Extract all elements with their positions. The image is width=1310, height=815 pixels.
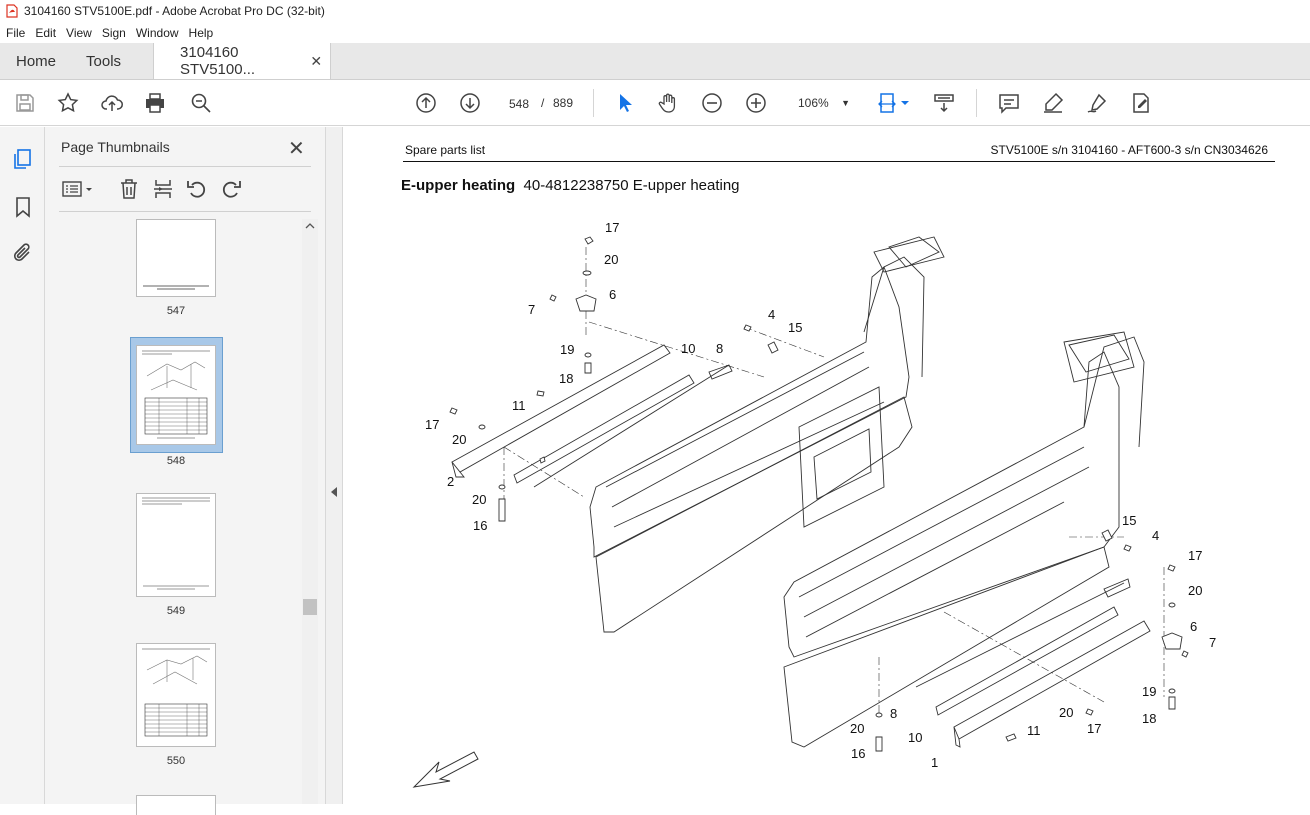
insert-pages-icon[interactable]	[151, 177, 175, 201]
options-menu-icon[interactable]	[61, 177, 95, 201]
fit-page-dropdown-icon[interactable]	[899, 91, 911, 115]
thumbnail-page-next[interactable]	[136, 795, 216, 815]
page-thumbnails-icon[interactable]	[11, 147, 35, 171]
bookmarks-icon[interactable]	[11, 195, 35, 219]
panel-splitter[interactable]	[325, 127, 343, 804]
upload-cloud-icon[interactable]	[100, 91, 124, 115]
delete-trash-icon[interactable]	[117, 177, 141, 201]
thumbnail-page-550[interactable]	[136, 643, 216, 747]
thumbnails-scrollbar[interactable]	[302, 219, 318, 804]
doc-header-right: STV5100E s/n 3104160 - AFT600-3 s/n CN3034626	[990, 143, 1268, 157]
menu-file[interactable]: File	[6, 25, 26, 40]
previous-page-icon[interactable]	[414, 91, 438, 115]
menu-window[interactable]: Window	[135, 25, 179, 40]
scroll-up-icon[interactable]	[302, 220, 318, 232]
save-icon[interactable]	[13, 91, 37, 115]
tab-tools[interactable]: Tools	[86, 52, 122, 70]
fill-sign-icon[interactable]	[1129, 91, 1153, 115]
zoom-out-icon[interactable]	[700, 91, 724, 115]
collapse-panel-icon[interactable]	[331, 487, 337, 497]
callout-7: 7	[528, 302, 536, 317]
zoom-value: 106%	[798, 96, 829, 110]
page-separator: /	[541, 96, 545, 110]
zoom-select[interactable]	[788, 90, 858, 116]
comment-icon[interactable]	[997, 91, 1021, 115]
title-bold: E-upper heating	[401, 177, 516, 194]
scrollbar-thumb[interactable]	[303, 599, 317, 615]
callout-11: 11	[1027, 723, 1041, 738]
thumbnail-label: 547	[166, 305, 186, 317]
hand-tool-icon[interactable]	[656, 91, 680, 115]
menu-view[interactable]: View	[66, 25, 92, 40]
callout-16: 16	[851, 746, 866, 761]
callout-11: 11	[512, 398, 526, 413]
callout-19: 19	[560, 342, 575, 357]
callout-labels	[425, 220, 1216, 770]
callout-20: 20	[472, 492, 487, 507]
pdf-file-icon	[6, 4, 18, 18]
zoom-search-icon[interactable]	[189, 91, 213, 115]
attachments-paperclip-icon[interactable]	[11, 241, 35, 265]
callout-15: 15	[1122, 513, 1137, 528]
menu-edit[interactable]: Edit	[35, 25, 57, 40]
thumbnails-panel	[45, 127, 325, 804]
callout-4: 4	[1152, 528, 1160, 543]
callout-19: 19	[1142, 684, 1157, 699]
menu-help[interactable]: Help	[188, 25, 214, 40]
document-view	[344, 127, 1310, 804]
zoom-in-icon[interactable]	[744, 91, 768, 115]
callout-10: 10	[908, 730, 923, 745]
title-bar	[0, 0, 1310, 22]
callout-1: 1	[931, 755, 939, 770]
doc-header-left: Spare parts list	[405, 143, 486, 157]
scroll-mode-icon[interactable]	[932, 91, 956, 115]
callout-10: 10	[681, 341, 696, 356]
tab-home[interactable]: Home	[16, 52, 57, 70]
thumbnail-label: 549	[166, 605, 186, 617]
document-tab-label: 3104160 STV5100...	[180, 44, 256, 78]
select-pointer-icon[interactable]	[613, 91, 637, 115]
title-rest: 40-4812238750 E-upper heating	[523, 177, 740, 194]
close-tab-icon[interactable]: ✕	[310, 52, 323, 69]
tab-bar	[0, 43, 1310, 80]
fit-page-icon[interactable]	[876, 91, 900, 115]
callout-7: 7	[1209, 635, 1217, 650]
callout-17: 17	[425, 417, 440, 432]
bookmark-star-icon[interactable]	[56, 91, 80, 115]
page-total: 889	[553, 96, 574, 110]
sign-pen-icon[interactable]	[1085, 91, 1109, 115]
callout-18: 18	[1142, 711, 1157, 726]
page-number-input[interactable]: 548	[500, 90, 538, 116]
thumbnails-title: Page Thumbnails	[61, 139, 170, 155]
callout-17: 17	[1188, 548, 1203, 563]
callout-6: 6	[609, 287, 617, 302]
rotate-counterclockwise-icon[interactable]	[185, 177, 209, 201]
chevron-down-icon: ▼	[841, 98, 850, 108]
callout-20: 20	[604, 252, 619, 267]
callout-17: 17	[1087, 721, 1102, 736]
next-page-icon[interactable]	[458, 91, 482, 115]
callout-20: 20	[452, 432, 467, 447]
callout-15: 15	[788, 320, 803, 335]
menu-sign[interactable]: Sign	[101, 25, 126, 40]
thumbnail-label: 548	[166, 455, 186, 467]
thumbnail-label: 550	[166, 755, 186, 767]
menu-bar	[0, 22, 1310, 43]
callout-20: 20	[850, 721, 865, 736]
callout-18: 18	[559, 371, 574, 386]
thumbnail-page-549[interactable]	[136, 493, 216, 597]
callout-17: 17	[605, 220, 620, 235]
navigation-rail	[0, 127, 45, 804]
callout-20: 20	[1188, 583, 1203, 598]
callout-8: 8	[890, 706, 898, 721]
thumbnail-tools	[59, 175, 311, 205]
main-toolbar	[0, 80, 1310, 126]
rotate-clockwise-icon[interactable]	[219, 177, 243, 201]
thumbnail-page-547[interactable]	[136, 219, 216, 297]
callout-16: 16	[473, 518, 488, 533]
thumbnail-page-548[interactable]	[136, 345, 216, 445]
window-title: 3104160 STV5100E.pdf - Adobe Acrobat Pro DC (32-bit)	[24, 4, 325, 18]
callout-20: 20	[1059, 705, 1074, 720]
highlight-pen-icon[interactable]	[1041, 91, 1065, 115]
print-icon[interactable]	[143, 91, 167, 115]
close-panel-icon[interactable]: ✕	[288, 138, 305, 160]
callout-8: 8	[716, 341, 724, 356]
callout-4: 4	[768, 307, 776, 322]
exploded-diagram	[344, 127, 1310, 804]
callout-6: 6	[1190, 619, 1198, 634]
callout-2: 2	[447, 474, 455, 489]
tab-document[interactable]	[153, 43, 331, 79]
